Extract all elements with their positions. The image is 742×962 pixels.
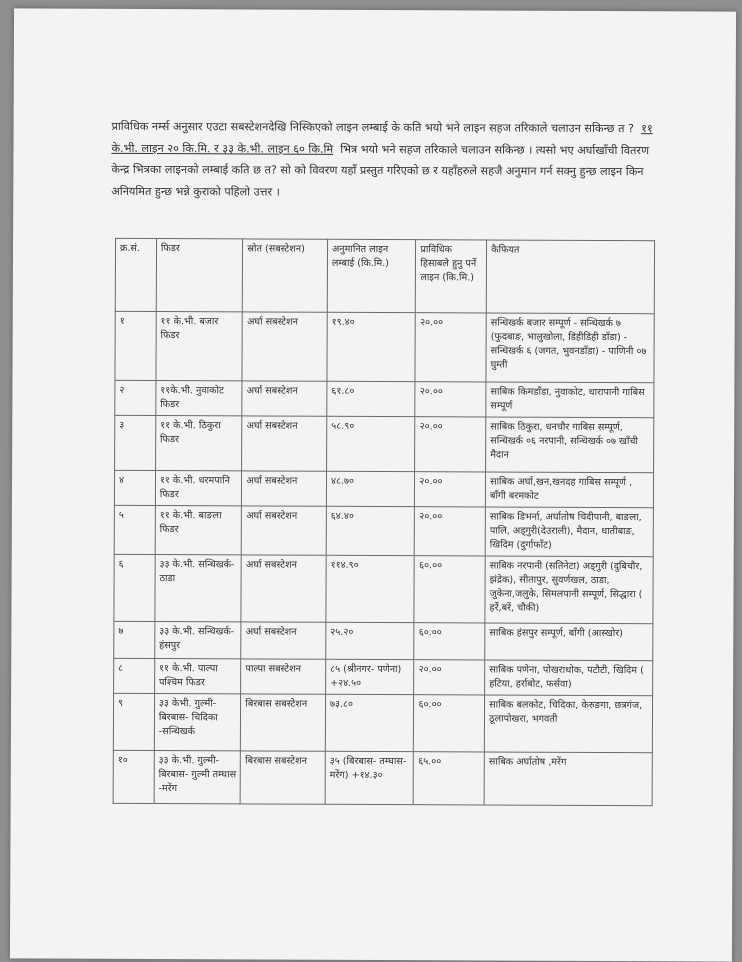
table-header-row <box>115 238 654 313</box>
cell-estimated: ५८.९० <box>327 416 416 471</box>
cell-sn: ४ <box>114 470 155 505</box>
cell-source: पाल्पा सबस्टेशन <box>241 659 326 694</box>
cell-technical: २०.०० <box>415 382 486 417</box>
table-row <box>113 693 652 752</box>
cell-source: बिरबास सबस्टेशन <box>240 751 325 804</box>
cell-technical: २०.०० <box>414 660 485 695</box>
table-row <box>114 470 653 507</box>
cell-feeder: ११ के.भी. धरमपानि फिडर <box>155 471 242 506</box>
cell-source: अर्घा सबस्टेशन <box>242 416 327 471</box>
cell-feeder: ३३ के.भी. गुल्मी- बिरबास- गुल्मी तम्घास -मरेंग <box>154 751 241 804</box>
cell-remarks: साबिक किमडाँडा, नुवाकोट, धारापानी गाबिस सम्पूर्ण <box>486 382 654 418</box>
cell-remarks: साबिक अर्घातोष ,मरेंग <box>484 752 652 806</box>
cell-source: अर्घा सबस्टेशन <box>241 555 326 622</box>
cell-feeder: ११ के.भी. बजार फिडर <box>156 312 243 381</box>
header-sn: क्र.सं. <box>115 238 156 311</box>
cell-estimated: २५.२० <box>326 622 415 659</box>
cell-feeder: ११ के.भी. ठिकुरा फिडर <box>155 416 242 471</box>
header-estimated-length: अनुमानित लाइन लम्बाई (कि.मि.) <box>327 239 416 312</box>
cell-feeder: ३३ केभी. गुल्मी- बिरबास- चिदिका -सन्धिखर्क <box>154 694 241 751</box>
cell-sn: ६ <box>114 554 155 621</box>
cell-technical: ६०.०० <box>414 556 485 623</box>
cell-sn: ७ <box>114 621 155 658</box>
document-page <box>10 8 736 961</box>
cell-source: बिरबास सबस्टेशन <box>241 694 326 751</box>
cell-sn: २ <box>115 380 156 415</box>
cell-sn: १ <box>115 311 156 380</box>
cell-remarks: साबिक डिभर्ना, अर्घातोष चिदीपानी, बाङला, पालि, अड्गुरी(देउराली), मैदान, धातीबाङ, खिदिम (दुर्गाफाँट) <box>485 507 653 557</box>
cell-source: अर्घा सबस्टेशन <box>242 506 327 555</box>
cell-estimated: ८५ (श्रीनगर- पणेना) +२४.५० <box>326 659 415 694</box>
cell-technical: ६०.०० <box>414 623 485 660</box>
cell-remarks: साबिक नरपानी (सतिनेटा) अड्गुरी (दुबिचौर, झंद्रेक), सीतापुर, सुवर्णखल, ठाडा, जुकेना,जलुके, सिमलपानी सम्पूर्ण, सिद्धारा ( हर्रे,बरें, चौकी) <box>485 556 653 624</box>
intro-paragraph <box>111 116 661 204</box>
table-row <box>115 380 654 417</box>
cell-remarks: सन्धिखर्क बजार सम्पूर्ण - सन्धिखर्क ७ (फुदबाङ, भालुखोला, डिहीडिही डाँडा) - सन्धिखर्क ६ (जगत, भुवनडाँडा) - पाणिनी ०७ घुम्ती <box>486 313 654 383</box>
header-source: स्रोत (सबस्टेशन) <box>243 239 328 312</box>
cell-feeder: ३३ के.भी. सन्धिखर्क- हंसपुर <box>155 622 242 659</box>
cell-estimated: ११४.९० <box>326 555 415 622</box>
table-row <box>115 415 654 472</box>
cell-source: अर्घा सबस्टेशन <box>241 622 326 659</box>
cell-estimated: ६१.८० <box>327 381 416 416</box>
cell-sn: १० <box>113 750 154 803</box>
cell-remarks: साबिक ठिकुरा, धनचौर गाबिस सम्पूर्ण, सन्धिखर्क ०६ नरपानी, सन्धिखर्क ०७ खाँची मैदान <box>486 417 654 473</box>
cell-estimated: ६४.४० <box>326 506 415 555</box>
cell-remarks: साबिक पणेना, पोखराथोक, पटौटी, खिदिम ( हटिया, हर्राबोट, फर्सवा) <box>485 660 653 696</box>
cell-sn: ५ <box>114 505 155 554</box>
cell-estimated: ४८.७० <box>326 471 415 506</box>
cell-source: अर्घा सबस्टेशन <box>242 312 327 381</box>
intro-underlined-text: ११ के.भी. लाइन २० कि.मि. र ३३ के.भी. लाइन ६० कि.मि <box>111 122 653 156</box>
cell-technical: २०.०० <box>415 313 486 382</box>
header-remarks: कैफियत <box>486 240 654 314</box>
table-row <box>115 311 654 382</box>
table-row <box>114 505 653 556</box>
table-row <box>114 621 653 660</box>
header-technical-length: प्राविधिक हिसाबले हुनु पर्ने लाइन (कि.मि.) <box>416 240 487 313</box>
cell-technical: २०.०० <box>415 417 486 472</box>
table-row <box>114 554 653 623</box>
cell-technical: ६०.०० <box>414 695 485 752</box>
cell-technical: २०.०० <box>415 507 486 556</box>
cell-source: अर्घा सबस्टेशन <box>242 471 327 506</box>
cell-sn: ८ <box>114 658 155 693</box>
cell-remarks: साबिक हंसपुर सम्पूर्ण, बाँगी (आस्खोर) <box>485 623 653 661</box>
cell-feeder: ११ के.भी. बाङला फिडर <box>155 506 242 555</box>
cell-feeder: ३३ के.भी. सन्धिखर्क- ठाडा <box>155 555 242 622</box>
cell-remarks: साबिक बलकोट, चिदिका, केरुङगा, छत्रगंज, ठूलापोखरा, भगवती <box>484 695 652 753</box>
table-row <box>113 750 652 805</box>
cell-remarks: साबिक अर्घा,खन,खनदह गाबिस सम्पूर्ण , बाँगी बरमकोट <box>485 472 653 508</box>
cell-feeder: ११ के.भी. पाल्पा पश्चिम फिडर <box>154 659 241 694</box>
cell-estimated: ३५ (बिरबास- तम्घास-मरेंग) +१४.३० <box>325 751 414 804</box>
cell-estimated: ७३.८० <box>325 694 414 751</box>
cell-feeder: ११के.भी. नुवाकोट फिडर <box>156 381 243 416</box>
header-feeder: फिडर <box>156 239 243 312</box>
feeder-table <box>113 238 655 806</box>
intro-text-part2: भित्र भयो भने सहज तरिकाले चलाउन सकिन्छ । त्यसो भए अर्घाखाँची वितरण केन्द्र भित्रका लाइनको लम्बाई कति छ त? सो को विवरण यहाँ प्रस्तुत गरिएको छ र यहाँहरुले सहजै अनुमान गर्न सक्नु हुन्छ लाइन किन अनियमित हुन्छ भन्ने कुराको पहिलो उत्तर । <box>111 142 650 199</box>
cell-estimated: १९.४० <box>327 312 416 381</box>
intro-text-part1: प्राविधिक नर्म्स अनुसार एउटा सबस्टेशनदेखि निस्किएको लाइन लम्बाई के कति भयो भने लाइन सहज तरिकाले चलाउन सकिन्छ त ? <box>111 120 634 136</box>
cell-source: अर्घा सबस्टेशन <box>242 381 327 416</box>
table-row <box>114 658 653 695</box>
cell-technical: ६५.०० <box>414 752 485 805</box>
cell-sn: ३ <box>115 415 156 470</box>
cell-sn: ९ <box>113 693 154 750</box>
cell-technical: २०.०० <box>415 472 486 507</box>
